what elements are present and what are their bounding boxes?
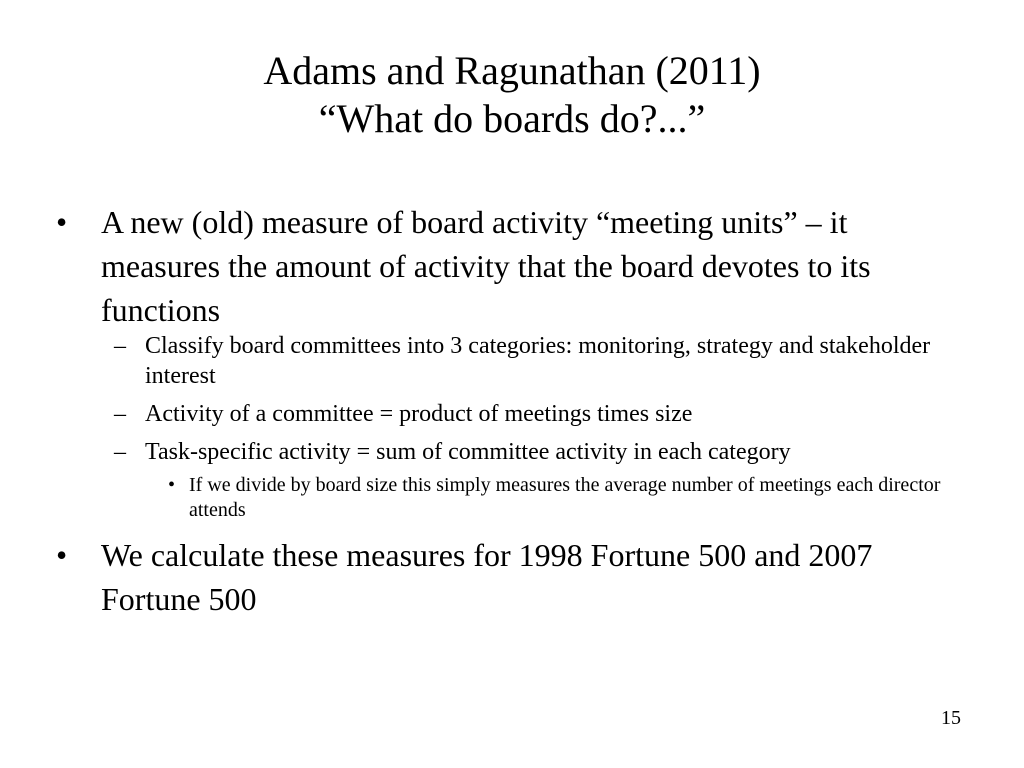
bullet-1-text: A new (old) measure of board activity “meeting units” – it measures the amount of activity that the board devotes to its functions: [101, 204, 871, 328]
sub-bullet-2-text: Activity of a committee = product of meetings times size: [145, 401, 693, 427]
slide-title: [0, 47, 1024, 143]
bullet-2: [56, 533, 956, 621]
slide-title-line-2: “What do boards do?...”: [318, 96, 706, 141]
sub-bullet-1-marker: –: [114, 333, 126, 359]
slide-title-line-1: Adams and Ragunathan (2011): [263, 48, 761, 93]
sub-sub-bullet-1-text: If we divide by board size this simply measures the average number of meetings each director attends: [189, 474, 941, 521]
sub-bullet-3-marker: –: [114, 439, 126, 465]
page-number: 15: [941, 707, 961, 729]
bullet-1-marker: •: [56, 204, 68, 240]
bullet-2-text: We calculate these measures for 1998 Fortune 500 and 2007 Fortune 500: [101, 537, 873, 617]
bullet-1: [56, 200, 956, 332]
sub-bullet-1-text: Classify board committees into 3 categories: monitoring, strategy and stakeholder interest: [145, 333, 931, 389]
sub-bullet-1: [56, 331, 956, 391]
sub-bullet-3-text: Task-specific activity = sum of committee activity in each category: [145, 439, 791, 465]
bullet-2-marker: •: [56, 537, 68, 573]
sub-sub-bullet-1: [56, 473, 956, 523]
sub-bullet-2-marker: –: [114, 401, 126, 427]
sub-bullet-3: [56, 437, 956, 467]
slide-body: [56, 200, 956, 621]
sub-bullet-2: [56, 399, 956, 429]
sub-sub-bullet-1-marker: •: [168, 474, 176, 496]
